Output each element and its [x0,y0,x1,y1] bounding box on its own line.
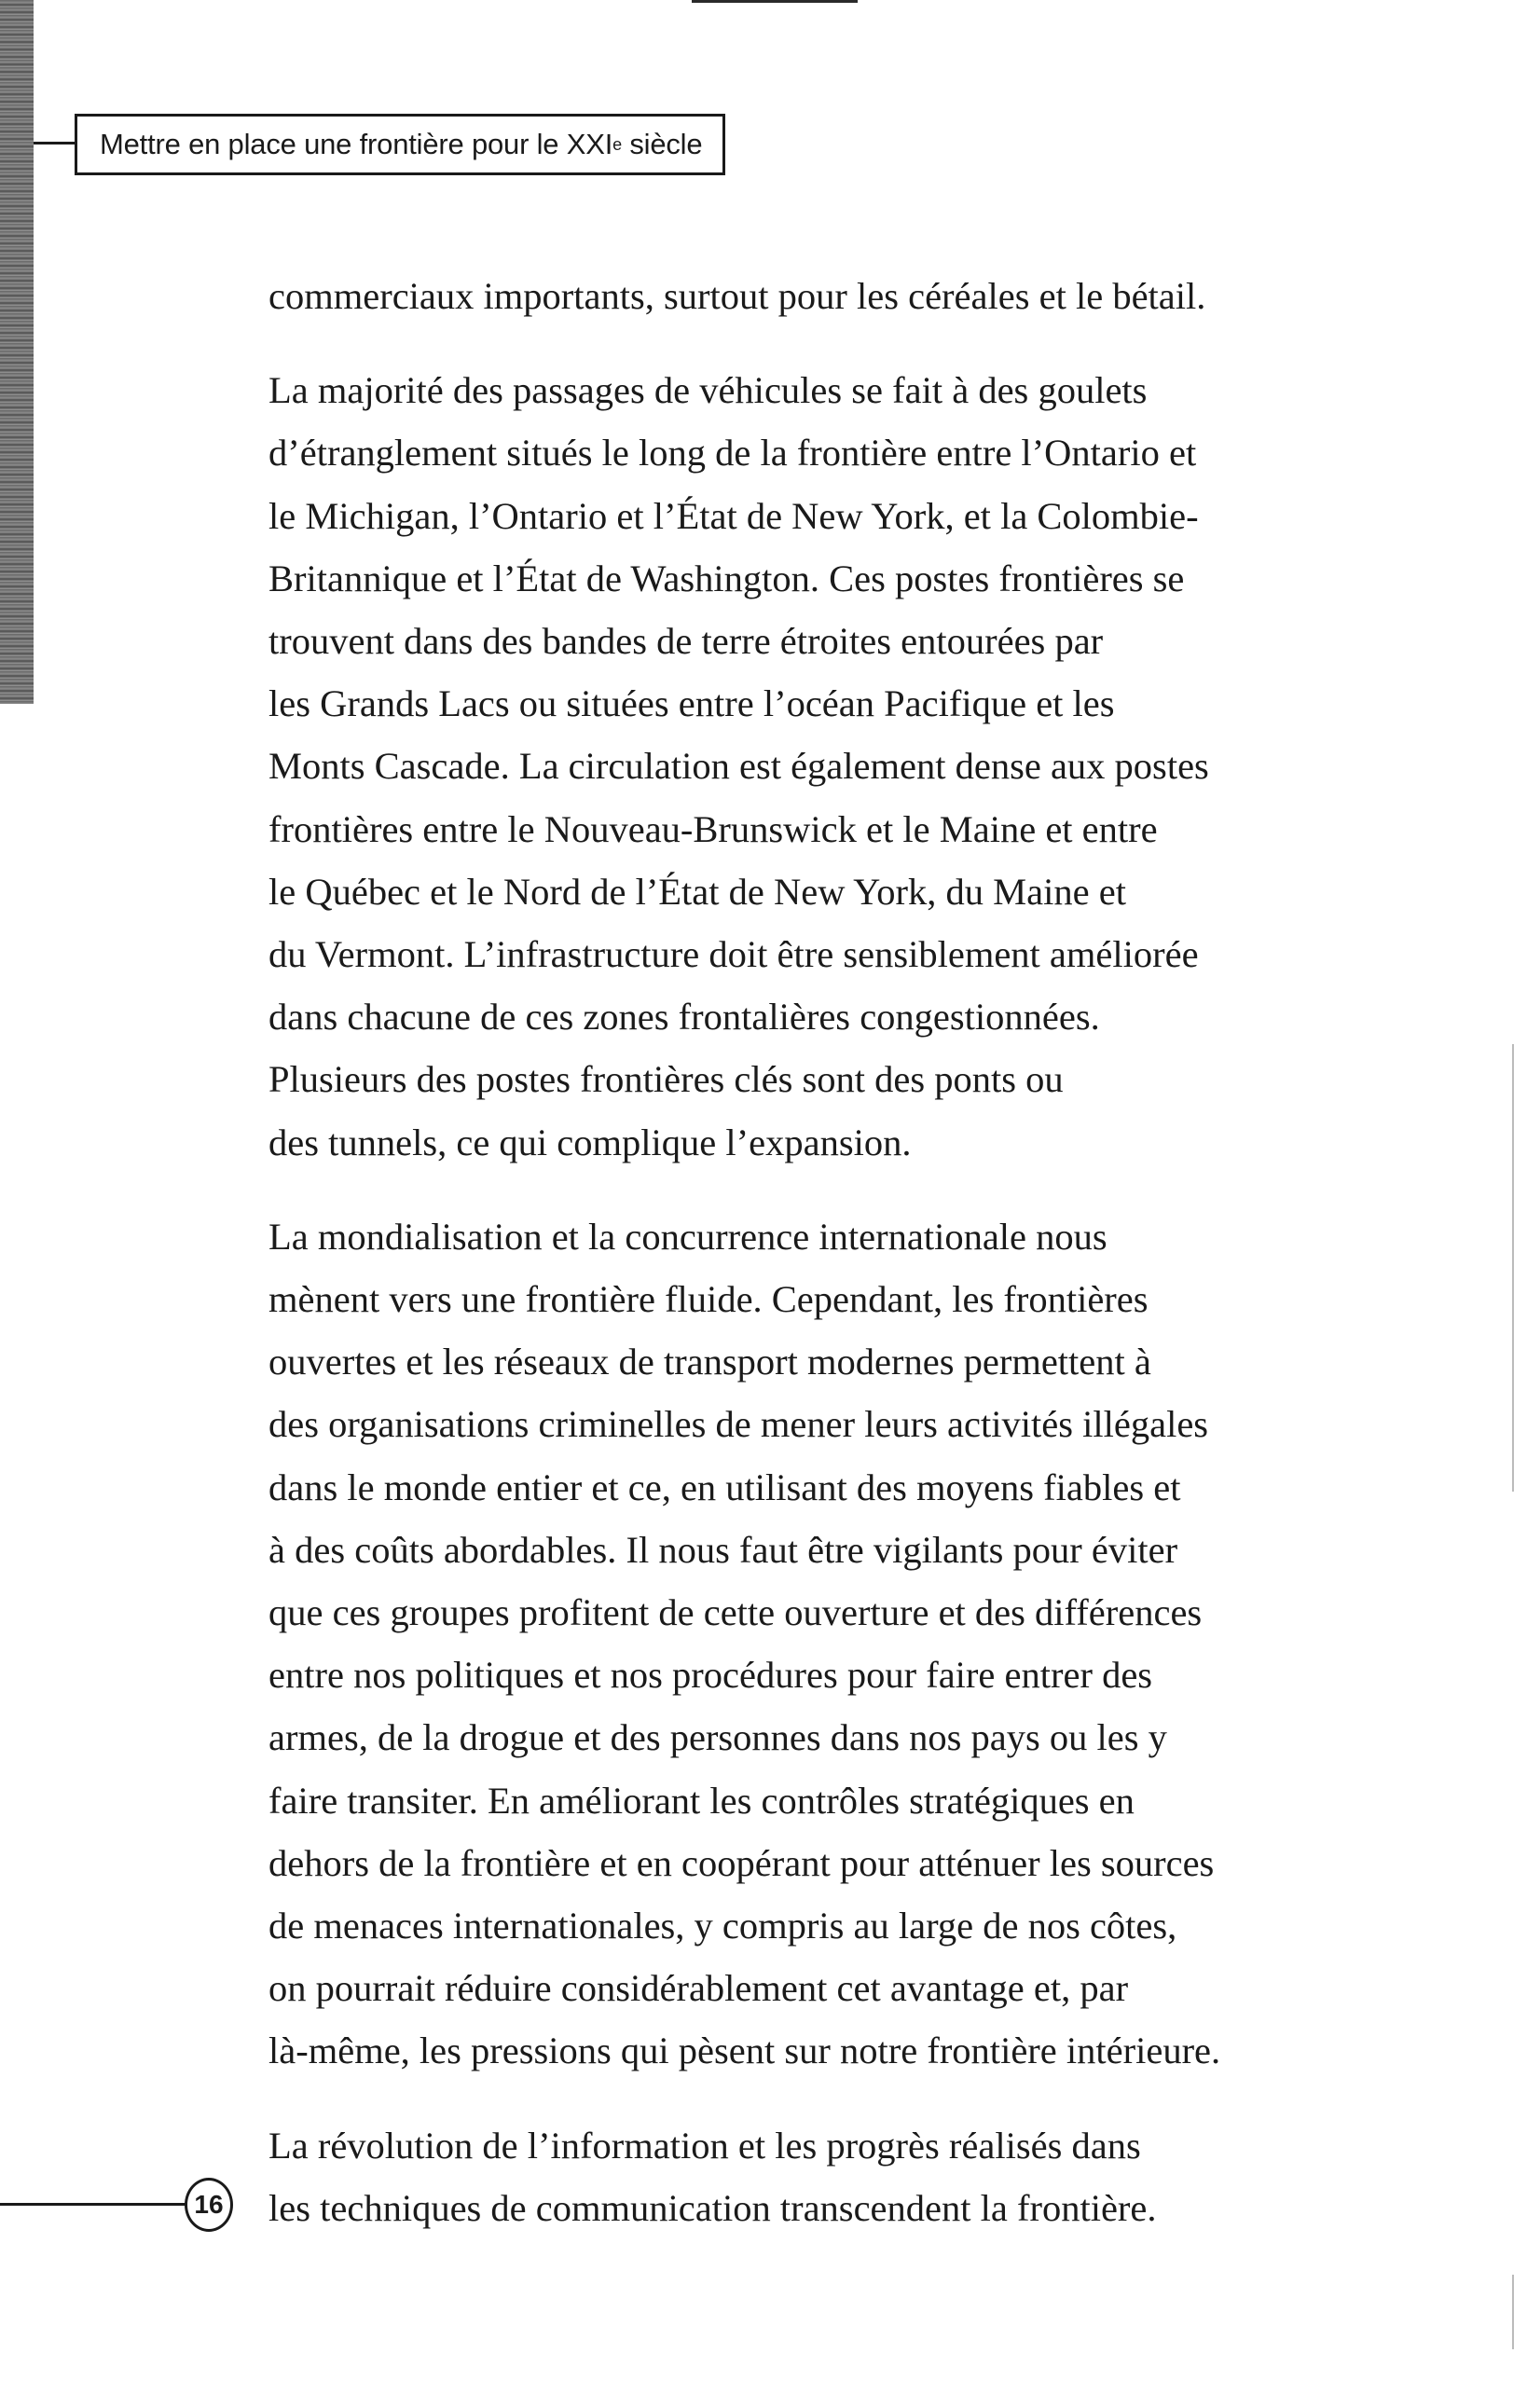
text-line: commerciaux importants, surtout pour les céréales et le bétail. [268,275,1206,317]
text-line: des organisations criminelles de mener leurs activités illégales [268,1403,1209,1446]
text-line: Monts Cascade. La circulation est également dense aux postes [268,745,1209,788]
text-line: dans chacune de ces zones frontalières congestionnées. [268,996,1100,1039]
body-text [268,265,1341,2239]
text-line: des tunnels, ce qui complique l’expansion. [268,1121,912,1163]
running-header-title-end: siècle [621,128,703,160]
text-line: du Vermont. L’infrastructure doit être sensiblement améliorée [268,933,1199,976]
running-header [75,114,725,175]
text-line: trouvent dans des bandes de terre étroites entourées par [268,620,1104,663]
text-line: La révolution de l’information et les progrès réalisés dans [268,2124,1141,2167]
text-line: ouvertes et les réseaux de transport modernes permettent à [268,1341,1151,1383]
text-line: frontières entre le Nouveau-Brunswick et le Maine et entre [268,807,1158,850]
scan-edge-artifact [0,0,34,704]
text-line: les techniques de communication transcendent la frontière. [268,2186,1157,2229]
text-line: faire transiter. En améliorant les contrôles stratégiques en [268,1779,1135,1822]
paragraph [268,359,1341,1174]
page-number: 16 [185,2178,233,2232]
text-line: armes, de la drogue et des personnes dans nos pays ou les y [268,1716,1167,1759]
text-line: dehors de la frontière et en coopérant pour atténuer les sources [268,1841,1215,1884]
paragraph [268,1205,1341,2083]
text-line: Britannique et l’État de Washington. Ces postes frontières se [268,557,1185,599]
folio-rule [0,2203,186,2206]
text-line: que ces groupes profitent de cette ouverture et des différences [268,1591,1203,1634]
running-header-superscript: e [612,134,622,154]
paragraph [268,2114,1341,2239]
text-line: entre nos politiques et nos procédures pour faire entrer des [268,1654,1153,1697]
paragraph [268,265,1341,327]
top-rule [692,0,858,3]
text-line: La mondialisation et la concurrence internationale nous [268,1215,1107,1258]
scan-speck [1512,2275,1514,2349]
text-line: d’étranglement situés le long de la frontière entre l’Ontario et [268,432,1197,475]
text-line: de menaces internationales, y compris au large de nos côtes, [268,1905,1177,1947]
running-header-title: Mettre en place une frontière pour le XXI [100,128,613,160]
text-line: dans le monde entier et ce, en utilisant des moyens fiables et [268,1465,1181,1508]
text-line: La majorité des passages de véhicules se fait à des goulets [268,369,1148,412]
text-line: le Michigan, l’Ontario et l’État de New York, et la Colombie- [268,494,1199,537]
text-line: on pourrait réduire considérablement cet avantage et, par [268,1967,1129,2010]
text-line: mènent vers une frontière fluide. Cependant, les frontières [268,1278,1149,1321]
text-line: les Grands Lacs ou situées entre l’océan Pacifique et les [268,682,1115,725]
text-line: Plusieurs des postes frontières clés sont des ponts ou [268,1058,1064,1101]
text-line: le Québec et le Nord de l’État de New York, du Maine et [268,870,1126,913]
scan-speck [1512,1044,1514,1492]
header-rule [34,142,76,144]
text-line: à des coûts abordables. Il nous faut être vigilants pour éviter [268,1528,1178,1571]
text-line: là-même, les pressions qui pèsent sur notre frontière intérieure. [268,2030,1221,2072]
